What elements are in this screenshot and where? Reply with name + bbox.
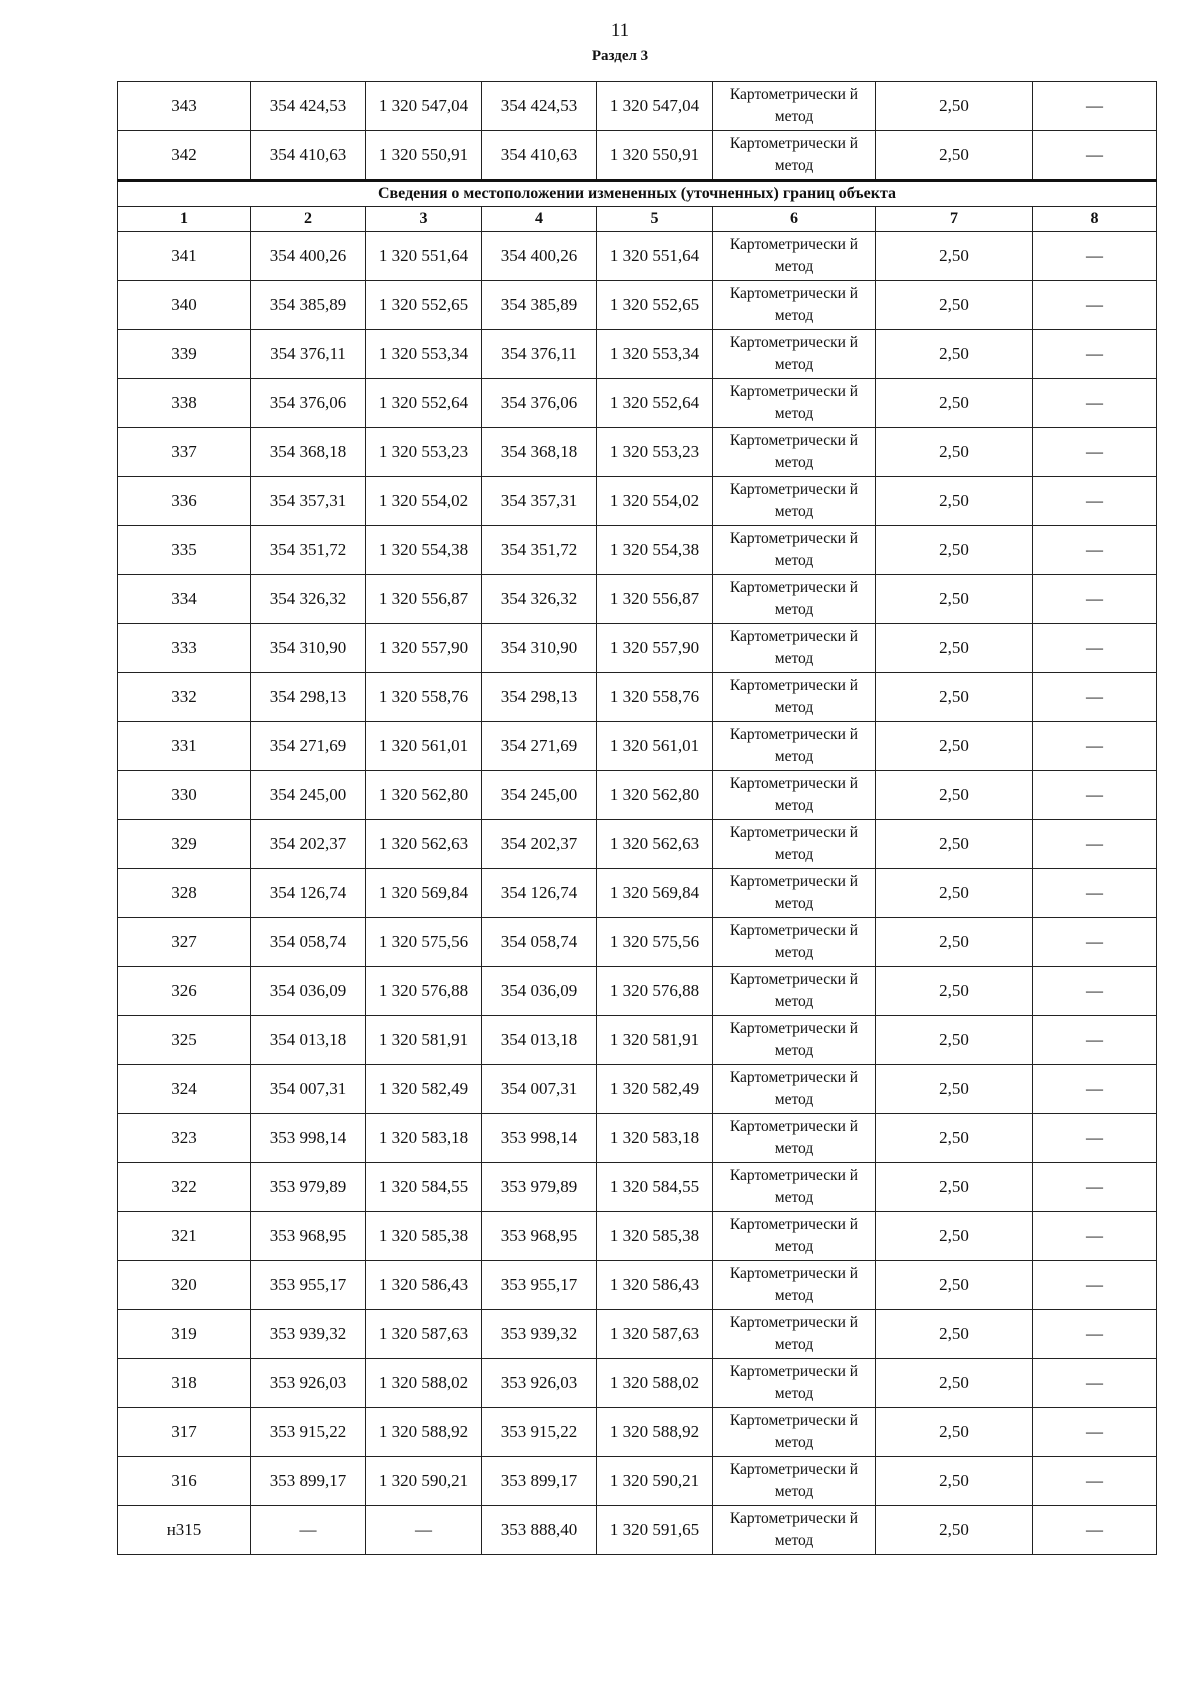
method-cell: Картометрически й метод: [713, 673, 876, 722]
x-existing-cell: 353 926,03: [251, 1359, 366, 1408]
y-existing-cell: 1 320 562,80: [366, 771, 482, 820]
table-row: [118, 1016, 1157, 1065]
y-refined-cell: 1 320 585,38: [597, 1212, 713, 1261]
description-cell: —: [1033, 1457, 1157, 1506]
point-number-cell: н315: [118, 1506, 251, 1555]
y-existing-cell: 1 320 550,91: [366, 131, 482, 181]
y-existing-cell: 1 320 588,02: [366, 1359, 482, 1408]
accuracy-cell: 2,50: [876, 477, 1033, 526]
accuracy-cell: 2,50: [876, 1114, 1033, 1163]
x-refined-cell: 353 979,89: [482, 1163, 597, 1212]
point-number-cell: 335: [118, 526, 251, 575]
y-refined-cell: 1 320 591,65: [597, 1506, 713, 1555]
x-refined-cell: 353 888,40: [482, 1506, 597, 1555]
point-number-cell: 331: [118, 722, 251, 771]
table-row: [118, 967, 1157, 1016]
column-number-cell: 5: [597, 207, 713, 232]
table-row: [118, 82, 1157, 131]
description-cell: —: [1033, 918, 1157, 967]
accuracy-cell: 2,50: [876, 330, 1033, 379]
description-cell: —: [1033, 131, 1157, 181]
point-number-cell: 328: [118, 869, 251, 918]
accuracy-cell: 2,50: [876, 1310, 1033, 1359]
method-cell: Картометрически й метод: [713, 1359, 876, 1408]
point-number-cell: 321: [118, 1212, 251, 1261]
y-refined-cell: 1 320 562,63: [597, 820, 713, 869]
table-row: [118, 131, 1157, 181]
table-row: [118, 820, 1157, 869]
x-refined-cell: 354 271,69: [482, 722, 597, 771]
y-refined-cell: 1 320 554,02: [597, 477, 713, 526]
y-existing-cell: 1 320 554,38: [366, 526, 482, 575]
method-cell: Картометрически й метод: [713, 1310, 876, 1359]
x-existing-cell: 354 058,74: [251, 918, 366, 967]
method-cell: Картометрически й метод: [713, 918, 876, 967]
y-refined-cell: 1 320 562,80: [597, 771, 713, 820]
y-existing-cell: 1 320 552,64: [366, 379, 482, 428]
description-cell: —: [1033, 1359, 1157, 1408]
x-refined-cell: 353 955,17: [482, 1261, 597, 1310]
x-refined-cell: 354 202,37: [482, 820, 597, 869]
accuracy-cell: 2,50: [876, 1016, 1033, 1065]
y-refined-cell: 1 320 582,49: [597, 1065, 713, 1114]
x-existing-cell: 353 955,17: [251, 1261, 366, 1310]
description-cell: —: [1033, 1261, 1157, 1310]
point-number-cell: 342: [118, 131, 251, 181]
x-existing-cell: 354 013,18: [251, 1016, 366, 1065]
table-row: [118, 526, 1157, 575]
x-refined-cell: 353 968,95: [482, 1212, 597, 1261]
table-body: [118, 82, 1157, 1555]
description-cell: —: [1033, 1114, 1157, 1163]
y-refined-cell: 1 320 551,64: [597, 232, 713, 281]
point-number-cell: 330: [118, 771, 251, 820]
accuracy-cell: 2,50: [876, 526, 1033, 575]
y-refined-cell: 1 320 583,18: [597, 1114, 713, 1163]
y-existing-cell: 1 320 590,21: [366, 1457, 482, 1506]
accuracy-cell: 2,50: [876, 131, 1033, 181]
column-number-cell: 4: [482, 207, 597, 232]
accuracy-cell: 2,50: [876, 820, 1033, 869]
y-refined-cell: 1 320 584,55: [597, 1163, 713, 1212]
point-number-cell: 319: [118, 1310, 251, 1359]
point-number-cell: 339: [118, 330, 251, 379]
description-cell: —: [1033, 281, 1157, 330]
x-refined-cell: 354 400,26: [482, 232, 597, 281]
y-existing-cell: 1 320 557,90: [366, 624, 482, 673]
point-number-cell: 333: [118, 624, 251, 673]
x-refined-cell: 354 357,31: [482, 477, 597, 526]
y-existing-cell: 1 320 575,56: [366, 918, 482, 967]
y-existing-cell: 1 320 556,87: [366, 575, 482, 624]
point-number-cell: 322: [118, 1163, 251, 1212]
column-number-cell: 3: [366, 207, 482, 232]
y-refined-cell: 1 320 587,63: [597, 1310, 713, 1359]
y-refined-cell: 1 320 550,91: [597, 131, 713, 181]
x-existing-cell: 354 007,31: [251, 1065, 366, 1114]
point-number-cell: 337: [118, 428, 251, 477]
description-cell: —: [1033, 379, 1157, 428]
y-refined-cell: 1 320 588,02: [597, 1359, 713, 1408]
x-existing-cell: 354 424,53: [251, 82, 366, 131]
y-existing-cell: 1 320 569,84: [366, 869, 482, 918]
method-cell: Картометрически й метод: [713, 967, 876, 1016]
y-refined-cell: 1 320 558,76: [597, 673, 713, 722]
description-cell: —: [1033, 869, 1157, 918]
description-cell: —: [1033, 428, 1157, 477]
accuracy-cell: 2,50: [876, 428, 1033, 477]
x-existing-cell: 354 271,69: [251, 722, 366, 771]
y-refined-cell: 1 320 547,04: [597, 82, 713, 131]
y-existing-cell: 1 320 551,64: [366, 232, 482, 281]
x-existing-cell: 354 036,09: [251, 967, 366, 1016]
y-existing-cell: 1 320 547,04: [366, 82, 482, 131]
x-existing-cell: 354 385,89: [251, 281, 366, 330]
y-existing-cell: 1 320 588,92: [366, 1408, 482, 1457]
y-existing-cell: 1 320 554,02: [366, 477, 482, 526]
point-number-cell: 318: [118, 1359, 251, 1408]
point-number-cell: 327: [118, 918, 251, 967]
accuracy-cell: 2,50: [876, 1359, 1033, 1408]
method-cell: Картометрически й метод: [713, 1457, 876, 1506]
y-existing-cell: 1 320 582,49: [366, 1065, 482, 1114]
point-number-cell: 326: [118, 967, 251, 1016]
method-cell: Картометрически й метод: [713, 1212, 876, 1261]
y-existing-cell: 1 320 552,65: [366, 281, 482, 330]
x-refined-cell: 353 915,22: [482, 1408, 597, 1457]
description-cell: —: [1033, 722, 1157, 771]
point-number-cell: 334: [118, 575, 251, 624]
table-row: [118, 673, 1157, 722]
x-refined-cell: 353 926,03: [482, 1359, 597, 1408]
x-refined-cell: 354 013,18: [482, 1016, 597, 1065]
method-cell: Картометрически й метод: [713, 428, 876, 477]
description-cell: —: [1033, 232, 1157, 281]
point-number-cell: 324: [118, 1065, 251, 1114]
table-row: [118, 428, 1157, 477]
point-number-cell: 316: [118, 1457, 251, 1506]
method-cell: Картометрически й метод: [713, 281, 876, 330]
column-number-cell: 7: [876, 207, 1033, 232]
x-existing-cell: 354 310,90: [251, 624, 366, 673]
y-existing-cell: 1 320 581,91: [366, 1016, 482, 1065]
x-existing-cell: 354 298,13: [251, 673, 366, 722]
table-row: [118, 918, 1157, 967]
x-refined-cell: 353 939,32: [482, 1310, 597, 1359]
accuracy-cell: 2,50: [876, 771, 1033, 820]
accuracy-cell: 2,50: [876, 281, 1033, 330]
y-existing-cell: 1 320 584,55: [366, 1163, 482, 1212]
y-existing-cell: 1 320 558,76: [366, 673, 482, 722]
x-refined-cell: 354 126,74: [482, 869, 597, 918]
table-row: [118, 1408, 1157, 1457]
description-cell: —: [1033, 330, 1157, 379]
y-refined-cell: 1 320 552,65: [597, 281, 713, 330]
y-refined-cell: 1 320 553,34: [597, 330, 713, 379]
point-number-cell: 320: [118, 1261, 251, 1310]
x-existing-cell: 354 368,18: [251, 428, 366, 477]
accuracy-cell: 2,50: [876, 673, 1033, 722]
y-refined-cell: 1 320 561,01: [597, 722, 713, 771]
method-cell: Картометрически й метод: [713, 477, 876, 526]
y-refined-cell: 1 320 557,90: [597, 624, 713, 673]
description-cell: —: [1033, 1016, 1157, 1065]
x-refined-cell: 354 410,63: [482, 131, 597, 181]
description-cell: —: [1033, 575, 1157, 624]
table-row: [118, 330, 1157, 379]
x-refined-cell: 354 326,32: [482, 575, 597, 624]
x-refined-cell: 354 351,72: [482, 526, 597, 575]
accuracy-cell: 2,50: [876, 967, 1033, 1016]
method-cell: Картометрически й метод: [713, 330, 876, 379]
accuracy-cell: 2,50: [876, 1261, 1033, 1310]
point-number-cell: 338: [118, 379, 251, 428]
column-number-cell: 2: [251, 207, 366, 232]
y-refined-cell: 1 320 590,21: [597, 1457, 713, 1506]
accuracy-cell: 2,50: [876, 575, 1033, 624]
method-cell: Картометрически й метод: [713, 1016, 876, 1065]
y-refined-cell: 1 320 586,43: [597, 1261, 713, 1310]
column-number-cell: 1: [118, 207, 251, 232]
x-refined-cell: 354 424,53: [482, 82, 597, 131]
method-cell: Картометрически й метод: [713, 82, 876, 131]
x-existing-cell: 354 410,63: [251, 131, 366, 181]
x-refined-cell: 354 376,06: [482, 379, 597, 428]
page-number: 11: [610, 20, 630, 41]
table-row: [118, 232, 1157, 281]
accuracy-cell: 2,50: [876, 918, 1033, 967]
table-row: [118, 575, 1157, 624]
x-existing-cell: 353 998,14: [251, 1114, 366, 1163]
table-row: [118, 379, 1157, 428]
description-cell: —: [1033, 82, 1157, 131]
table-row: [118, 1310, 1157, 1359]
description-cell: —: [1033, 771, 1157, 820]
point-number-cell: 329: [118, 820, 251, 869]
x-existing-cell: 353 899,17: [251, 1457, 366, 1506]
x-refined-cell: 354 368,18: [482, 428, 597, 477]
accuracy-cell: 2,50: [876, 379, 1033, 428]
y-refined-cell: 1 320 552,64: [597, 379, 713, 428]
accuracy-cell: 2,50: [876, 1163, 1033, 1212]
method-cell: Картометрически й метод: [713, 232, 876, 281]
accuracy-cell: 2,50: [876, 82, 1033, 131]
x-existing-cell: 354 376,11: [251, 330, 366, 379]
x-existing-cell: 354 326,32: [251, 575, 366, 624]
point-number-cell: 341: [118, 232, 251, 281]
method-cell: Картометрически й метод: [713, 1065, 876, 1114]
column-number-cell: 8: [1033, 207, 1157, 232]
y-refined-cell: 1 320 569,84: [597, 869, 713, 918]
accuracy-cell: 2,50: [876, 1408, 1033, 1457]
description-cell: —: [1033, 477, 1157, 526]
method-cell: Картометрически й метод: [713, 1506, 876, 1555]
description-cell: —: [1033, 820, 1157, 869]
table-row: [118, 722, 1157, 771]
x-existing-cell: 353 968,95: [251, 1212, 366, 1261]
y-existing-cell: 1 320 562,63: [366, 820, 482, 869]
y-existing-cell: 1 320 583,18: [366, 1114, 482, 1163]
x-existing-cell: 353 939,32: [251, 1310, 366, 1359]
y-refined-cell: 1 320 581,91: [597, 1016, 713, 1065]
x-existing-cell: 353 915,22: [251, 1408, 366, 1457]
y-refined-cell: 1 320 575,56: [597, 918, 713, 967]
description-cell: —: [1033, 1506, 1157, 1555]
x-existing-cell: 354 245,00: [251, 771, 366, 820]
accuracy-cell: 2,50: [876, 1065, 1033, 1114]
table-row: [118, 281, 1157, 330]
section-heading: Сведения о местоположении измененных (уточненных) границ объекта: [118, 181, 1157, 207]
x-existing-cell: 354 400,26: [251, 232, 366, 281]
table-row: [118, 1065, 1157, 1114]
table-row: [118, 624, 1157, 673]
y-existing-cell: 1 320 553,34: [366, 330, 482, 379]
point-number-cell: 317: [118, 1408, 251, 1457]
y-existing-cell: 1 320 586,43: [366, 1261, 482, 1310]
x-refined-cell: 354 036,09: [482, 967, 597, 1016]
x-refined-cell: 354 385,89: [482, 281, 597, 330]
method-cell: Картометрически й метод: [713, 624, 876, 673]
y-existing-cell: 1 320 585,38: [366, 1212, 482, 1261]
table-row: [118, 1212, 1157, 1261]
x-existing-cell: 354 126,74: [251, 869, 366, 918]
section-heading-row: [118, 181, 1157, 207]
y-existing-cell: 1 320 561,01: [366, 722, 482, 771]
table-row: [118, 869, 1157, 918]
method-cell: Картометрически й метод: [713, 1261, 876, 1310]
x-existing-cell: 354 376,06: [251, 379, 366, 428]
accuracy-cell: 2,50: [876, 722, 1033, 771]
point-number-cell: 332: [118, 673, 251, 722]
description-cell: —: [1033, 1065, 1157, 1114]
accuracy-cell: 2,50: [876, 1506, 1033, 1555]
column-number-row: [118, 207, 1157, 232]
y-existing-cell: 1 320 553,23: [366, 428, 482, 477]
method-cell: Картометрически й метод: [713, 526, 876, 575]
x-refined-cell: 354 376,11: [482, 330, 597, 379]
y-refined-cell: 1 320 553,23: [597, 428, 713, 477]
coordinates-table: [117, 81, 1157, 1555]
column-number-cell: 6: [713, 207, 876, 232]
x-existing-cell: 354 351,72: [251, 526, 366, 575]
x-existing-cell: 353 979,89: [251, 1163, 366, 1212]
point-number-cell: 336: [118, 477, 251, 526]
x-existing-cell: —: [251, 1506, 366, 1555]
point-number-cell: 323: [118, 1114, 251, 1163]
x-existing-cell: 354 202,37: [251, 820, 366, 869]
table-row: [118, 1457, 1157, 1506]
x-refined-cell: 354 058,74: [482, 918, 597, 967]
method-cell: Картометрически й метод: [713, 575, 876, 624]
method-cell: Картометрически й метод: [713, 722, 876, 771]
method-cell: Картометрически й метод: [713, 869, 876, 918]
table-row: [118, 1114, 1157, 1163]
description-cell: —: [1033, 1163, 1157, 1212]
x-refined-cell: 354 007,31: [482, 1065, 597, 1114]
description-cell: —: [1033, 526, 1157, 575]
accuracy-cell: 2,50: [876, 624, 1033, 673]
section-title: Раздел 3: [591, 48, 649, 64]
table-row: [118, 771, 1157, 820]
x-refined-cell: 354 298,13: [482, 673, 597, 722]
description-cell: —: [1033, 1408, 1157, 1457]
x-existing-cell: 354 357,31: [251, 477, 366, 526]
x-refined-cell: 353 998,14: [482, 1114, 597, 1163]
description-cell: —: [1033, 624, 1157, 673]
method-cell: Картометрически й метод: [713, 1114, 876, 1163]
x-refined-cell: 353 899,17: [482, 1457, 597, 1506]
description-cell: —: [1033, 1310, 1157, 1359]
method-cell: Картометрически й метод: [713, 1408, 876, 1457]
table-row: [118, 1261, 1157, 1310]
table-row: [118, 1359, 1157, 1408]
y-refined-cell: 1 320 554,38: [597, 526, 713, 575]
method-cell: Картометрически й метод: [713, 1163, 876, 1212]
table-row: [118, 477, 1157, 526]
table-row: [118, 1506, 1157, 1555]
description-cell: —: [1033, 673, 1157, 722]
point-number-cell: 325: [118, 1016, 251, 1065]
point-number-cell: 340: [118, 281, 251, 330]
accuracy-cell: 2,50: [876, 1212, 1033, 1261]
method-cell: Картометрически й метод: [713, 820, 876, 869]
y-existing-cell: 1 320 587,63: [366, 1310, 482, 1359]
method-cell: Картометрически й метод: [713, 771, 876, 820]
description-cell: —: [1033, 1212, 1157, 1261]
accuracy-cell: 2,50: [876, 869, 1033, 918]
method-cell: Картометрически й метод: [713, 379, 876, 428]
y-refined-cell: 1 320 556,87: [597, 575, 713, 624]
accuracy-cell: 2,50: [876, 1457, 1033, 1506]
y-refined-cell: 1 320 576,88: [597, 967, 713, 1016]
y-refined-cell: 1 320 588,92: [597, 1408, 713, 1457]
y-existing-cell: 1 320 576,88: [366, 967, 482, 1016]
y-existing-cell: —: [366, 1506, 482, 1555]
x-refined-cell: 354 310,90: [482, 624, 597, 673]
accuracy-cell: 2,50: [876, 232, 1033, 281]
description-cell: —: [1033, 967, 1157, 1016]
point-number-cell: 343: [118, 82, 251, 131]
x-refined-cell: 354 245,00: [482, 771, 597, 820]
method-cell: Картометрически й метод: [713, 131, 876, 181]
table-row: [118, 1163, 1157, 1212]
